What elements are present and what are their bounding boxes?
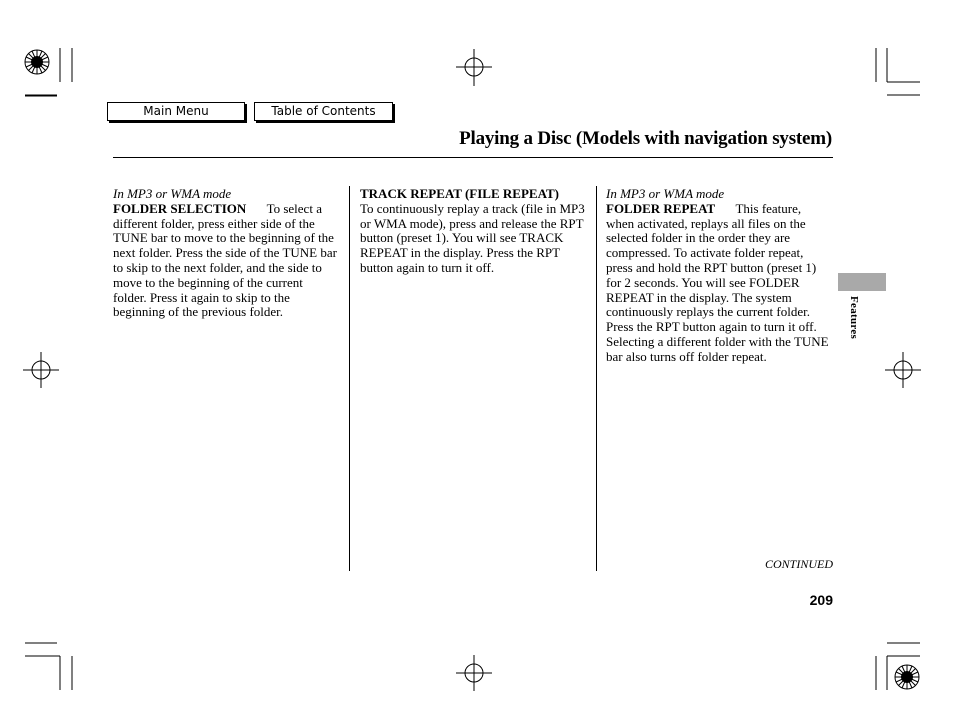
section-body: To select a different folder, press either side of the TUNE bar to move to the beginning of the next folder. Press the side of the TUNE bar to skip to the next folder, and the side to move to the beginning of the current folder. Press it again to skip to the beginning of the previous folder. — [113, 200, 337, 320]
section-tab-label: Features — [848, 296, 860, 340]
crosshair-top-icon — [456, 49, 492, 86]
table-of-contents-button[interactable]: Table of Contents — [254, 102, 393, 121]
starburst-top-left-icon — [25, 50, 49, 74]
track-repeat-section — [360, 187, 588, 276]
continued-label: CONTINUED — [764, 557, 833, 571]
section-heading: FOLDER SELECTION — [113, 200, 247, 216]
section-body: To continuously replay a track (file in MP3 or WMA mode), press and release the RPT button (preset 1). You will see TRACK REPEAT in the display. Press the RPT button again to turn it off. — [360, 200, 585, 275]
section-heading: TRACK REPEAT (FILE REPEAT) — [360, 186, 559, 201]
main-menu-button[interactable]: Main Menu — [107, 102, 245, 121]
column-divider — [596, 186, 597, 571]
mode-label: In MP3 or WMA mode — [113, 186, 232, 201]
section-body: This feature, when activated, replays all files on the selected folder in the order they are compressed. To activate folder repeat, press and hold the RPT button (preset 1) for 2 seconds. You will see FOLDER REPEAT in the display. The system continuously replays the current folder. Press the RPT button again to turn it off. Selecting a different folder with the TUNE bar also turns off folder repeat. — [606, 200, 829, 364]
section-tab — [838, 273, 886, 291]
starburst-bottom-right-icon — [895, 665, 919, 689]
page-number: 209 — [809, 592, 833, 608]
crosshair-bottom-icon — [456, 655, 492, 691]
page-title: Playing a Disc (Models with navigation system) — [459, 128, 832, 149]
section-heading: FOLDER REPEAT — [606, 200, 716, 216]
folder-repeat-section — [606, 187, 832, 365]
folder-selection-section — [113, 187, 337, 320]
crosshair-left-icon — [23, 352, 59, 388]
title-underline — [113, 157, 833, 158]
crosshair-right-icon — [885, 352, 921, 388]
mode-label: In MP3 or WMA mode — [606, 186, 725, 201]
column-divider — [349, 186, 350, 571]
